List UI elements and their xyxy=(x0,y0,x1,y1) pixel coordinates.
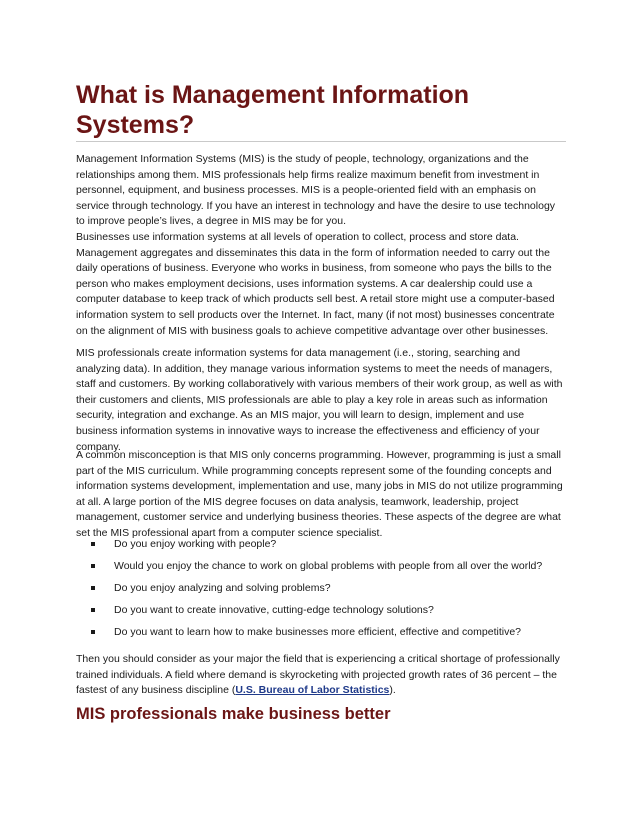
paragraph-misconception: A common misconception is that MIS only concerns programming. However, programming is just a small part of the MIS curriculum. While programming concepts represent some of the founding concepts and information systems development, implementation and use, many jobs in MIS do not utilize programming at all. A large portion of the MIS degree focuses on data analysis, teamwork, leadership, project management, customer service and underlying business theories. These aspects of the degree are what set the MIS professional apart from a computer science specialist. xyxy=(76,449,563,539)
list-item-text: Do you enjoy working with people? xyxy=(114,538,277,550)
page-title: What is Management Information Systems? xyxy=(76,80,566,142)
closing-text: Then you should consider as your major the field that is experiencing a critical shortage of professionally trained individuals. A field where demand is skyrocketing with projected growth rates of 36 percent – the fastest of any business discipline ( xyxy=(76,653,560,697)
bullet-square-icon xyxy=(91,586,95,590)
list-item xyxy=(76,580,566,602)
list-item xyxy=(76,558,566,580)
list-item xyxy=(76,624,566,646)
list-item xyxy=(76,536,566,558)
list-item-text: Do you want to create innovative, cutting-edge technology solutions? xyxy=(114,604,434,616)
paragraph-business-use: Businesses use information systems at all levels of operation to collect, process and store data. Management aggregates and disseminates this data in the form of information needed to carry out the daily operations of business. Everyone who works in business, from someone who pays the bills to the person who makes employment decisions, uses information systems. A car dealership could use a computer database to keep track of which products sell best. A retail store might use a computer-based information system to sell products over the Internet. In fact, many (if not most) businesses concentrate on the alignment of MIS with business goals to achieve competitive advantage over other businesses. xyxy=(76,231,555,337)
list-item-text: Do you want to learn how to make businesses more efficient, effective and competitive? xyxy=(114,626,521,638)
question-list xyxy=(76,536,566,646)
list-item-text: Would you enjoy the chance to work on global problems with people from all over the world? xyxy=(114,560,543,572)
closing-text-end: ). xyxy=(389,684,396,697)
bls-link[interactable]: U.S. Bureau of Labor Statistics xyxy=(235,684,390,697)
paragraph-closing xyxy=(76,652,566,699)
bullet-square-icon xyxy=(91,542,95,546)
list-item-text: Do you enjoy analyzing and solving problems? xyxy=(114,582,331,594)
bullet-square-icon xyxy=(91,564,95,568)
paragraph-intro: Management Information Systems (MIS) is the study of people, technology, organizations and the relationships among them. MIS professionals help firms realize maximum benefit from investment in personnel, equipment, and business processes. MIS is a people-oriented field with an emphasis on service through technology. If you have an interest in technology and have the desire to use technology to improve people’s lives, a degree in MIS may be for you. xyxy=(76,153,556,228)
section-heading: MIS professionals make business better xyxy=(76,705,391,723)
bullet-square-icon xyxy=(91,630,95,634)
paragraph-mis-professionals: MIS professionals create information systems for data management (i.e., storing, searching and analyzing data). In addition, they manage various information systems to meet the needs of managers, staff and customers. By working collaboratively with various members of their work group, as well as with their customers and clients, MIS professionals are able to play a key role in areas such as information security, integration and exchange. As an MIS major, you will learn to design, implement and use business information systems in innovative ways to increase the effectiveness and efficiency of your company. xyxy=(76,347,563,453)
bullet-square-icon xyxy=(91,608,95,612)
list-item xyxy=(76,602,566,624)
